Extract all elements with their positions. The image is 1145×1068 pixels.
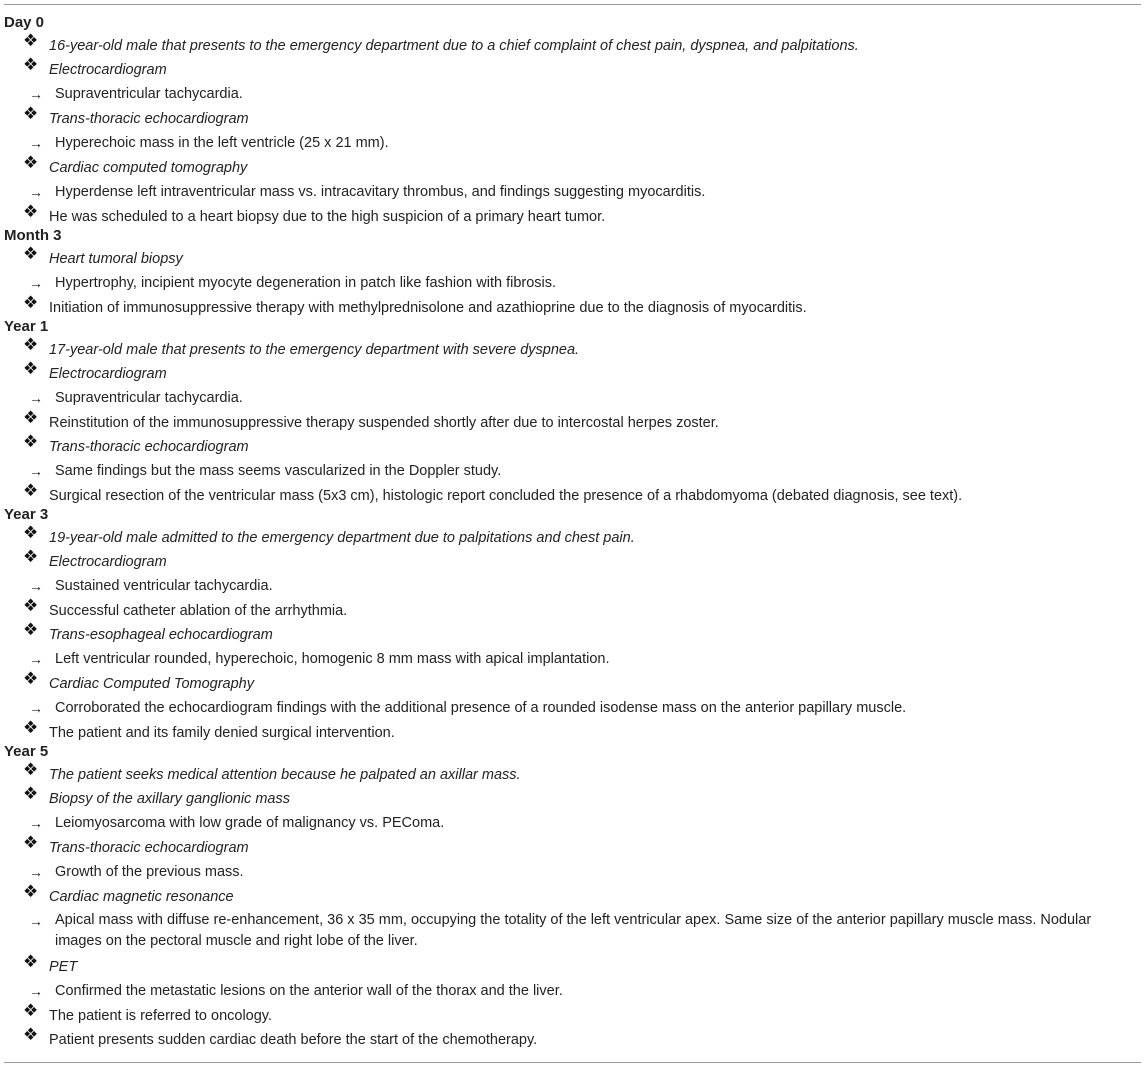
timeline-event bbox=[4, 670, 1141, 694]
event-text: Trans-thoracic echocardiogram bbox=[49, 840, 249, 856]
section-title: Year 1 bbox=[4, 318, 49, 335]
timeline-finding bbox=[4, 907, 1141, 953]
diamond-bullet-icon: ❖ bbox=[23, 31, 39, 50]
event-text: He was scheduled to a heart biopsy due to the high suspicion of a primary heart tumor. bbox=[49, 209, 606, 225]
event-text: Patient presents sudden cardiac death before the start of the chemotherapy. bbox=[49, 1032, 538, 1048]
timeline-event bbox=[4, 785, 1141, 809]
finding-text: Hyperdense left intraventricular mass vs. intracavitary thrombus, and findings suggesting myocarditis. bbox=[55, 184, 706, 200]
diamond-bullet-icon: ❖ bbox=[23, 784, 39, 803]
timeline-event bbox=[4, 203, 1141, 227]
timeline-event bbox=[4, 245, 1141, 269]
timeline-finding bbox=[4, 572, 1141, 597]
diamond-bullet-icon: ❖ bbox=[23, 760, 39, 779]
timeline-event bbox=[4, 834, 1141, 858]
event-text: Cardiac magnetic resonance bbox=[49, 889, 234, 905]
finding-text: Leiomyosarcoma with low grade of malignancy vs. PEComa. bbox=[55, 815, 445, 831]
timeline-event bbox=[4, 719, 1141, 743]
bottom-rule bbox=[4, 1062, 1141, 1063]
finding-text: Apical mass with diffuse re-enhancement, 36 x 35 mm, occupying the totality of the left ventricular apex. Same size of the anterior papillary muscle mass. Nodular images on the pectoral muscle and right lobe of the liver. bbox=[55, 912, 1092, 949]
diamond-bullet-icon: ❖ bbox=[23, 596, 39, 615]
event-text: Electrocardiogram bbox=[49, 366, 167, 382]
timeline-finding bbox=[4, 178, 1141, 203]
finding-text: Left ventricular rounded, hyperechoic, homogenic 8 mm mass with apical implantation. bbox=[55, 651, 610, 667]
diamond-bullet-icon: ❖ bbox=[23, 882, 39, 901]
timeline-finding bbox=[4, 645, 1141, 670]
diamond-bullet-icon: ❖ bbox=[23, 153, 39, 172]
timeline-event bbox=[4, 294, 1141, 318]
diamond-bullet-icon: ❖ bbox=[23, 104, 39, 123]
event-text: Cardiac computed tomography bbox=[49, 160, 248, 176]
right-arrow-icon: → bbox=[29, 86, 43, 102]
right-arrow-icon: → bbox=[29, 135, 43, 151]
timeline-event bbox=[4, 482, 1141, 506]
event-text: Electrocardiogram bbox=[49, 62, 167, 78]
section-title: Year 3 bbox=[4, 506, 49, 523]
timeline-finding bbox=[4, 384, 1141, 409]
event-text: Surgical resection of the ventricular mass (5x3 cm), histologic report concluded the presence of a rhabdomyoma (debated diagnosis, see text). bbox=[49, 488, 963, 504]
event-text: Cardiac Computed Tomography bbox=[49, 676, 254, 692]
event-text: Heart tumoral biopsy bbox=[49, 251, 183, 267]
diamond-bullet-icon: ❖ bbox=[23, 202, 39, 221]
right-arrow-icon: → bbox=[29, 864, 43, 880]
diamond-bullet-icon: ❖ bbox=[23, 408, 39, 427]
diamond-bullet-icon: ❖ bbox=[23, 952, 39, 971]
event-text: Initiation of immunosuppressive therapy with methylprednisolone and azathioprine due to the diagnosis of myocarditis. bbox=[49, 300, 807, 316]
event-text: 17-year-old male that presents to the emergency department with severe dyspnea. bbox=[49, 342, 580, 358]
event-text: 19-year-old male admitted to the emergency department due to palpitations and chest pain. bbox=[49, 530, 635, 546]
section-title: Year 5 bbox=[4, 743, 49, 760]
diamond-bullet-icon: ❖ bbox=[23, 359, 39, 378]
timeline-event bbox=[4, 336, 1141, 360]
timeline-event bbox=[4, 548, 1141, 572]
event-text: Trans-thoracic echocardiogram bbox=[49, 111, 249, 127]
finding-text: Confirmed the metastatic lesions on the anterior wall of the thorax and the liver. bbox=[55, 983, 563, 999]
diamond-bullet-icon: ❖ bbox=[23, 620, 39, 639]
timeline-finding bbox=[4, 694, 1141, 719]
timeline-finding bbox=[4, 457, 1141, 482]
timeline-finding bbox=[4, 858, 1141, 883]
event-text: Biopsy of the axillary ganglionic mass bbox=[49, 791, 290, 807]
timeline-event bbox=[4, 524, 1141, 548]
timeline-event bbox=[4, 1002, 1141, 1026]
right-arrow-icon: → bbox=[29, 913, 43, 929]
finding-text: Corroborated the echocardiogram findings with the additional presence of a rounded isodense mass on the anterior papillary muscle. bbox=[55, 700, 907, 716]
right-arrow-icon: → bbox=[29, 275, 43, 291]
finding-text: Same findings but the mass seems vascularized in the Doppler study. bbox=[55, 463, 502, 479]
right-arrow-icon: → bbox=[29, 651, 43, 667]
timeline-event bbox=[4, 409, 1141, 433]
event-text: The patient and its family denied surgical intervention. bbox=[49, 725, 395, 741]
diamond-bullet-icon: ❖ bbox=[23, 523, 39, 542]
event-text: PET bbox=[49, 959, 78, 975]
diamond-bullet-icon: ❖ bbox=[23, 293, 39, 312]
section-title: Day 0 bbox=[4, 14, 45, 31]
right-arrow-icon: → bbox=[29, 983, 43, 999]
case-timeline bbox=[4, 14, 1141, 1050]
finding-text: Hyperechoic mass in the left ventricle (25 x 21 mm). bbox=[55, 135, 389, 151]
finding-text: Growth of the previous mass. bbox=[55, 864, 244, 880]
timeline-event bbox=[4, 761, 1141, 785]
right-arrow-icon: → bbox=[29, 184, 43, 200]
timeline-event bbox=[4, 32, 1141, 56]
finding-text: Supraventricular tachycardia. bbox=[55, 390, 243, 406]
diamond-bullet-icon: ❖ bbox=[23, 547, 39, 566]
event-text: Reinstitution of the immunosuppressive therapy suspended shortly after due to intercostal herpes zoster. bbox=[49, 415, 719, 431]
right-arrow-icon: → bbox=[29, 463, 43, 479]
diamond-bullet-icon: ❖ bbox=[23, 1001, 39, 1020]
timeline-finding bbox=[4, 80, 1141, 105]
event-text: Successful catheter ablation of the arrhythmia. bbox=[49, 603, 348, 619]
timeline-event bbox=[4, 105, 1141, 129]
timeline-event bbox=[4, 953, 1141, 977]
right-arrow-icon: → bbox=[29, 390, 43, 406]
timeline-event bbox=[4, 1026, 1141, 1050]
finding-text: Hypertrophy, incipient myocyte degeneration in patch like fashion with fibrosis. bbox=[55, 275, 557, 291]
diamond-bullet-icon: ❖ bbox=[23, 718, 39, 737]
right-arrow-icon: → bbox=[29, 700, 43, 716]
diamond-bullet-icon: ❖ bbox=[23, 481, 39, 500]
event-text: The patient seeks medical attention because he palpated an axillar mass. bbox=[49, 767, 521, 783]
timeline-event bbox=[4, 360, 1141, 384]
diamond-bullet-icon: ❖ bbox=[23, 833, 39, 852]
finding-text: Supraventricular tachycardia. bbox=[55, 86, 243, 102]
timeline-event bbox=[4, 154, 1141, 178]
event-text: Electrocardiogram bbox=[49, 554, 167, 570]
event-text: 16-year-old male that presents to the emergency department due to a chief complaint of chest pain, dyspnea, and palpitations. bbox=[49, 38, 859, 54]
diamond-bullet-icon: ❖ bbox=[23, 1025, 39, 1044]
timeline-event bbox=[4, 597, 1141, 621]
timeline-finding bbox=[4, 809, 1141, 834]
event-text: Trans-esophageal echocardiogram bbox=[49, 627, 273, 643]
timeline-event bbox=[4, 621, 1141, 645]
diamond-bullet-icon: ❖ bbox=[23, 669, 39, 688]
right-arrow-icon: → bbox=[29, 578, 43, 594]
diamond-bullet-icon: ❖ bbox=[23, 244, 39, 263]
finding-text: Sustained ventricular tachycardia. bbox=[55, 578, 273, 594]
top-rule bbox=[4, 4, 1141, 5]
diamond-bullet-icon: ❖ bbox=[23, 335, 39, 354]
timeline-event bbox=[4, 56, 1141, 80]
timeline-event bbox=[4, 433, 1141, 457]
diamond-bullet-icon: ❖ bbox=[23, 55, 39, 74]
event-text: The patient is referred to oncology. bbox=[49, 1008, 272, 1024]
section-title: Month 3 bbox=[4, 227, 62, 244]
event-text: Trans-thoracic echocardiogram bbox=[49, 439, 249, 455]
timeline-finding bbox=[4, 269, 1141, 294]
timeline-finding bbox=[4, 977, 1141, 1002]
timeline-finding bbox=[4, 129, 1141, 154]
right-arrow-icon: → bbox=[29, 815, 43, 831]
timeline-event bbox=[4, 883, 1141, 907]
diamond-bullet-icon: ❖ bbox=[23, 432, 39, 451]
